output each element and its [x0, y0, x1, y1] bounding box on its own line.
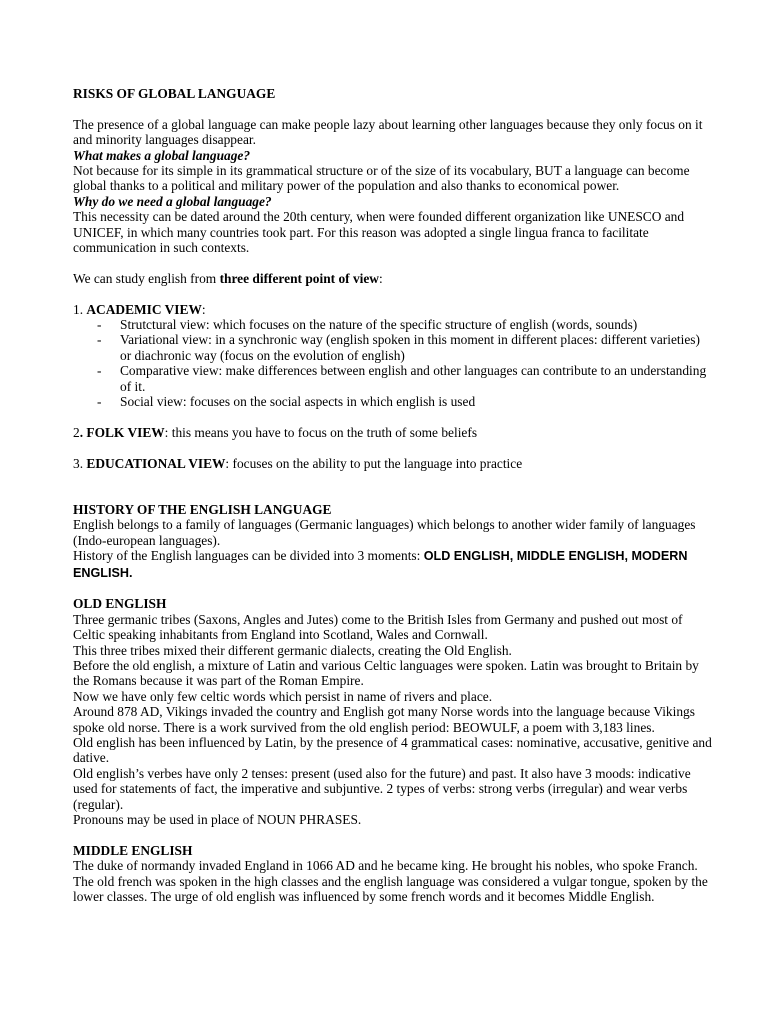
old-english-paragraph: Pronouns may be used in place of NOUN PHRASES.	[73, 811, 362, 827]
list-item: - Strutctural view: which focuses on the nature of the specific structure of english (words, sounds)	[97, 317, 638, 333]
list-item: - Comparative view: make differences between english and other languages can contribute to an understanding of it.	[97, 363, 707, 394]
old-english-paragraph: Old english’s verbes have only 2 tenses: present (used also for the future) and past. It also have 3 moods: indicative used for statements of fact, the imperative and subjuntive. 2 types of verbs: strong verbs (irregular) and wear verbs (regular).	[73, 765, 691, 812]
educational-view-paragraph: 3. EDUCATIONAL VIEW: focuses on the ability to put the language into practice	[73, 455, 523, 471]
history-heading: HISTORY OF THE ENGLISH LANGUAGE	[73, 501, 332, 517]
old-english-paragraph: This three tribes mixed their different germanic dialects, creating the Old English.	[73, 642, 512, 658]
list-item: - Variational view: in a synchronic way (english spoken in this moment in different places: different varieties) or diachronic way (focus on the evolution of english)	[97, 332, 700, 363]
history-paragraph-1: English belongs to a family of languages (Germanic languages) which belongs to another wider family of languages (Indo-european languages).	[73, 517, 696, 548]
old-english-heading: OLD ENGLISH	[73, 596, 167, 612]
old-english-paragraph: Three germanic tribes (Saxons, Angles and Jutes) come to the British Isles from Germany and pushed out most of Celtic speaking inhabitants from England into Scotland, Wales and Cornwall.	[73, 611, 683, 643]
views-intro: We can study english from three different point of view:	[73, 270, 383, 286]
folk-view-paragraph: 2. FOLK VIEW: this means you have to focus on the truth of some beliefs	[73, 424, 478, 440]
list-item: - Social view: focuses on the social aspects in which english is used	[97, 394, 476, 410]
document-body	[73, 86, 713, 904]
middle-english-heading: MIDDLE ENGLISH	[73, 842, 193, 858]
answer-why-global-language: This necessity can be dated around the 20th century, when were founded different organization like UNESCO and UNICEF, in which many countries took part. For this reason was adopted a single lingua franca to facilitate communication in such contexts.	[73, 209, 685, 256]
history-paragraph-2: History of the English languages can be divided into 3 moments: OLD ENGLISH, MIDDLE ENGLISH, MODERN ENGLISH.	[73, 548, 688, 580]
old-english-paragraph: Around 878 AD, Vikings invaded the country and English got many Norse words into the language because Vikings spoke old norse. There is a work survived from the old english period: BEOWULF, a poem with 3,183 lines.	[73, 704, 695, 735]
answer-global-language: Not because for its simple in its grammatical structure or of the size of its vocabulary, BUT a language can become global thanks to a political and military power of the population and also thanks to economical power.	[73, 163, 690, 194]
old-english-paragraph: Old english has been influenced by Latin, by the presence of 4 grammatical cases: nominative, accusative, genitive and dative.	[73, 734, 712, 766]
question-why-global-language: Why do we need a global language?	[73, 193, 272, 209]
middle-english-paragraph: The duke of normandy invaded England in 1066 AD and he became king. He brought his nobles, who spoke Franch. The old french was spoken in the high classes and the english language was considered a vulgar tongue, spoken by the lower classes. The urge of old english was influenced by some french words and it becomes Middle English.	[73, 858, 708, 904]
views-intro-bold: three different point of view	[219, 270, 379, 286]
old-english-paragraph: Before the old english, a mixture of Latin and various Celtic languages were spoken. Latin was brought to Britain by the Romans because it was part of the Roman Empire.	[73, 657, 699, 689]
academic-view-heading: 1. ACADEMIC VIEW:	[73, 301, 206, 317]
academic-view-list	[73, 317, 713, 409]
risks-paragraph: The presence of a global language can make people lazy about learning other languages because they only focus on it and minority languages disappear.	[73, 116, 703, 148]
risks-heading: RISKS OF GLOBAL LANGUAGE	[73, 86, 276, 101]
history-periods: OLD ENGLISH, MIDDLE ENGLISH, MODERN ENGLISH.	[73, 549, 688, 580]
old-english-paragraph: Now we have only few celtic words which persist in name of rivers and place.	[73, 688, 493, 704]
question-global-language: What makes a global language?	[73, 147, 251, 163]
